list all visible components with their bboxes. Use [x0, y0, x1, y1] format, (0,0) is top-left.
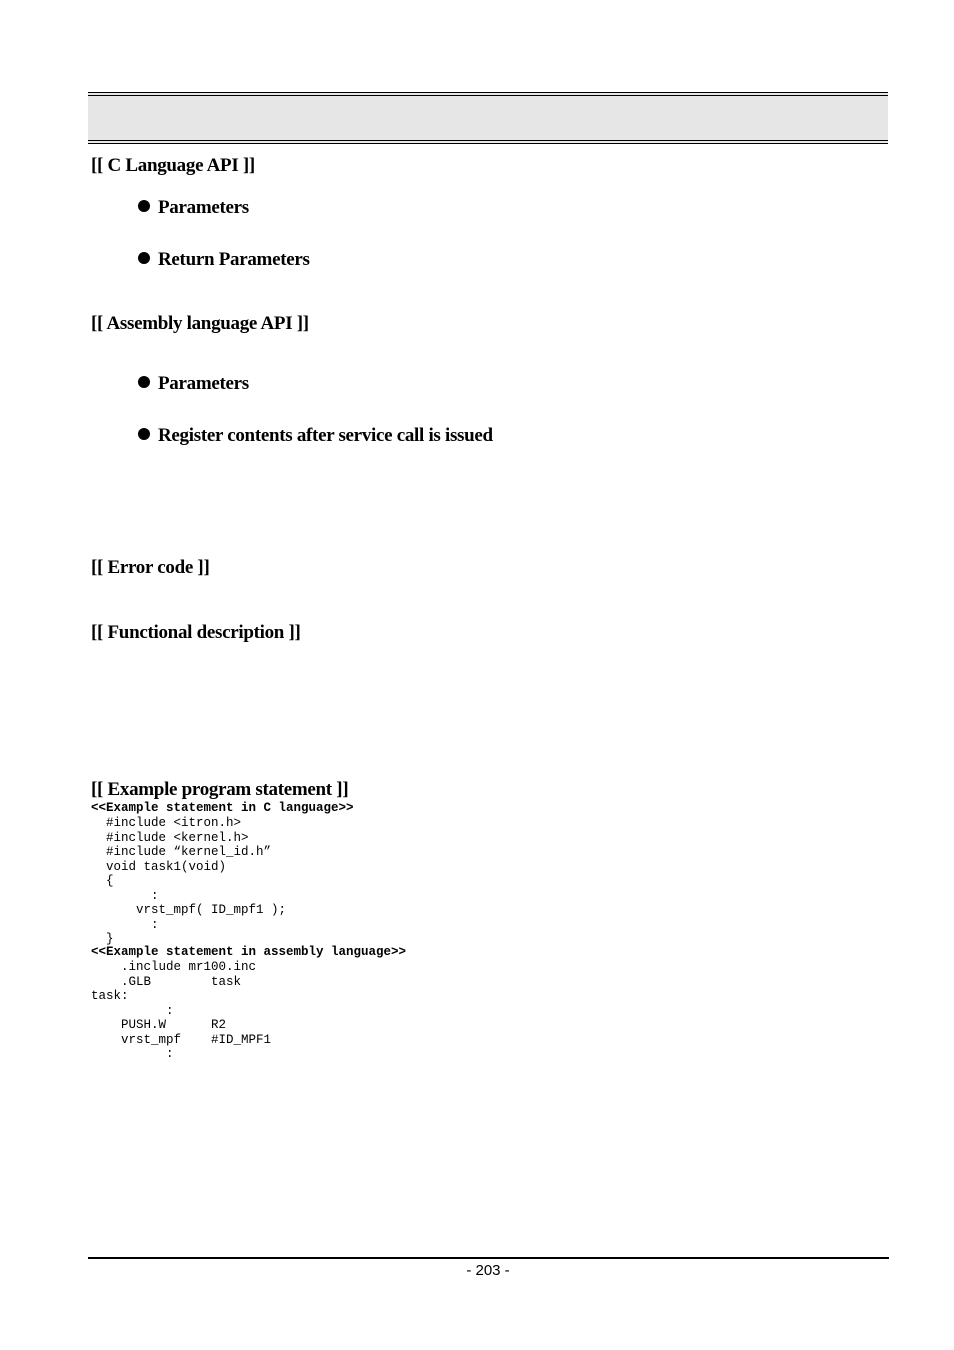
c-example-code: #include <itron.h> #include <kernel.h> #include “kernel_id.h” void task1(void) { : vrst_mpf( ID_mpf1 ); : } [106, 816, 287, 946]
footer-rule [88, 1257, 889, 1259]
asm-register-contents-item [138, 425, 493, 447]
asm-example-code: .include mr100.inc .GLB task task: : PUSH.W R2 vrst_mpf #ID_MPF1 : [91, 960, 272, 1061]
example-program-heading: [[ Example program statement ]] [91, 779, 349, 800]
bullet-icon [138, 376, 150, 388]
c-example-label: <<Example statement in C language>> [91, 801, 354, 815]
section-title-bar [88, 92, 888, 144]
assembly-api-heading: [[ Assembly language API ]] [91, 313, 309, 334]
bullet-icon [138, 428, 150, 440]
bullet-icon [138, 200, 150, 212]
c-parameters-item [138, 197, 249, 219]
asm-example-label: <<Example statement in assembly language>> [91, 945, 407, 959]
asm-parameters-label: Parameters [158, 373, 249, 394]
c-parameters-label: Parameters [158, 197, 249, 218]
page-number: - 203 - [466, 1262, 510, 1279]
c-return-parameters-item [138, 249, 310, 271]
functional-description-heading: [[ Functional description ]] [91, 622, 301, 643]
c-return-parameters-label: Return Parameters [158, 249, 310, 270]
c-language-api-heading: [[ C Language API ]] [91, 155, 255, 176]
error-code-heading: [[ Error code ]] [91, 557, 210, 578]
bullet-icon [138, 252, 150, 264]
asm-register-contents-label: Register contents after service call is issued [158, 425, 493, 446]
asm-parameters-item [138, 373, 249, 395]
